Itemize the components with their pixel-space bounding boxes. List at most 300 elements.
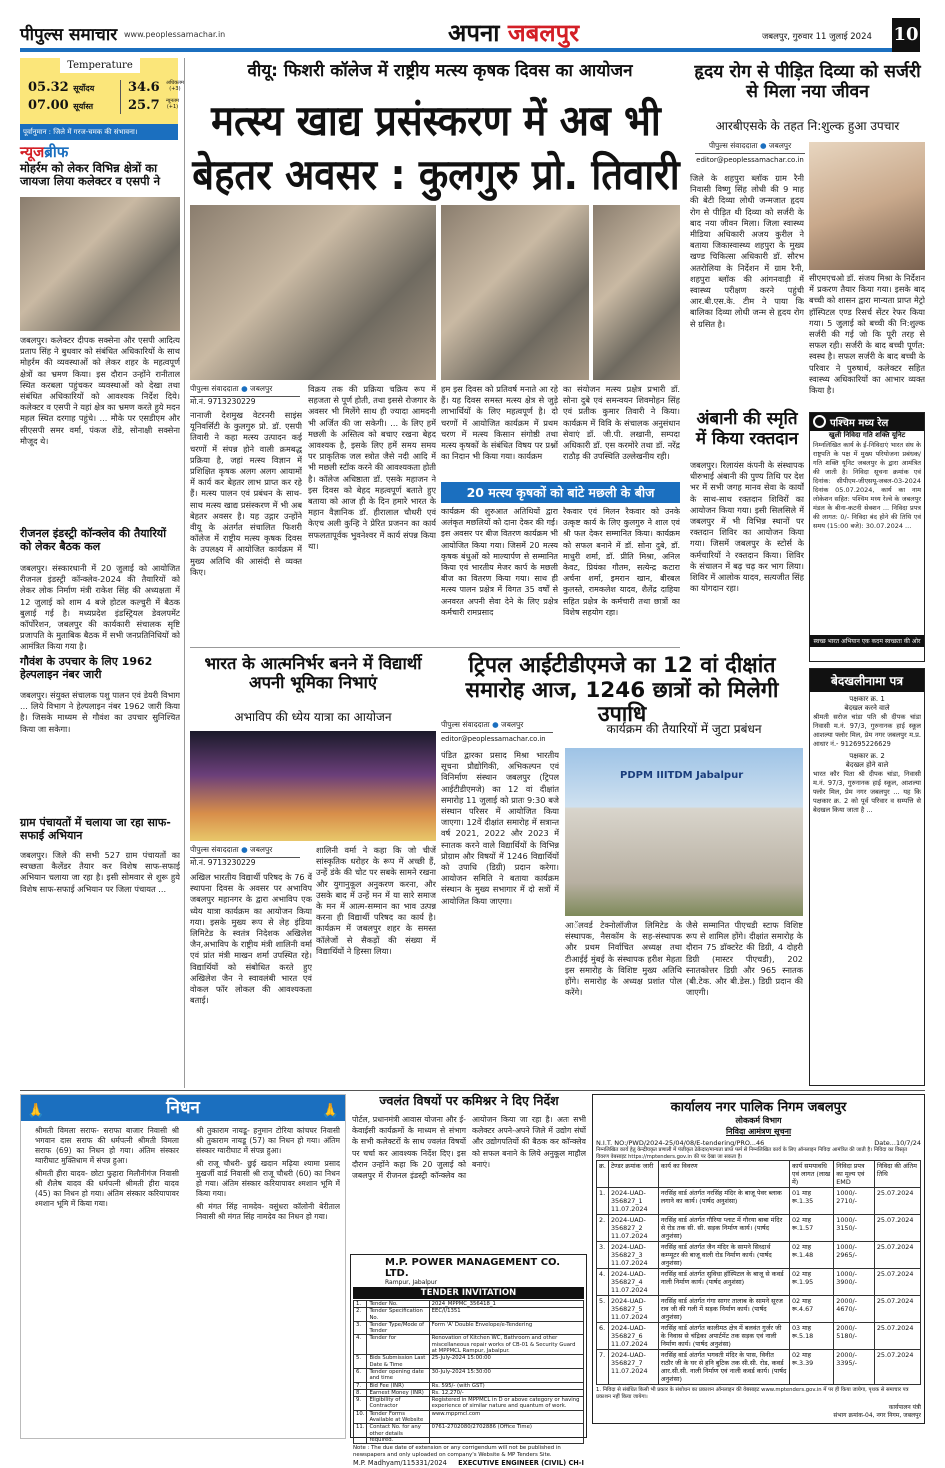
railway-logo-icon	[813, 415, 826, 428]
heart-headline: हृदय रोग से पीड़ित दिव्या को सर्जरी से मिला नया जीवन	[694, 62, 921, 103]
iiit-byline: पीपुल्स संवाददाता ● जबलपुर	[441, 720, 553, 733]
tender-cell	[874, 1323, 920, 1350]
min-temp: 25.7	[128, 98, 160, 113]
cell-value: 5180/-	[836, 1332, 857, 1340]
tender-cell	[658, 1323, 789, 1350]
tender-cell: Tender Specification No.	[367, 1308, 429, 1322]
cell-value: 11.07.2024	[610, 1259, 648, 1267]
tender-cell	[597, 1269, 609, 1296]
tender-cell	[608, 1269, 658, 1296]
column-header: निविदा प्रपत्र का मूल्य एवं EMD	[834, 1161, 875, 1188]
tender-cell	[597, 1323, 609, 1350]
tender-row	[354, 1308, 584, 1322]
iiit-col-1: पंडित द्वारका प्रसाद मिश्रा भारतीय सूचना प्रौद्योगिकी, अभिकल्पन एवं विनिर्माण संस्थान जबलपुर (ट्रिपल आईटीडीएमजे) का 12 वां दीक्षांत समारोह 11 जुलाई को प्रातः 9:30 बजे संस्थान परिसर में आयोजित किया जाएगा। 12वें दीक्षांत समारोह में सत्रान्त वर्ष 2021, 2022 और 2023 में स्नातक करने वाले विद्यार्थियों के विभिन्न प्रोग्राम और विषयों में 1246 विद्यार्थियों को उपाधि (डिग्री) प्रदान करेगा। आयोजन समिति ने बताया कार्यक्रम संस्थान के मुख्य सभागार में दो सत्रों में आयोजित किया जाएगा।	[441, 750, 559, 906]
cell-value: 02 माह	[791, 1243, 812, 1251]
municipal-footer: 1. निविदा से संबंधित किसी भी प्रकार के संशोधन का प्रकाशन ऑनलाइन की वेबसाइट www.mptenders.gov.in में पर ही किया जायेगा, पृथक से समाचार पत्र प्रकाशन नहीं किया जायेगा।	[596, 1387, 909, 1400]
tender-cell	[658, 1350, 789, 1385]
obituary-item: श्री राजू चौधरी- छुई खदान मढ़िया श्यामा प्रसाद मुखर्जी वार्ड निवासी श्री राजू चौधरी (60) का निधन हो गया। अंतिम संस्कार करियापावर श्मशान भूमि में किया गया।	[196, 1159, 340, 1198]
municipal-nit-row	[596, 1139, 921, 1147]
cell-value: 2024-UAD-356827_6	[610, 1324, 646, 1340]
cell-value: 01 माह	[791, 1189, 812, 1197]
eviction-notice	[809, 668, 925, 1086]
cell-value: 02 माह	[791, 1297, 812, 1305]
cell-value: 25.07.2024	[876, 1189, 914, 1197]
tender-row	[597, 1215, 921, 1242]
party1-role: बेदखल करने वाले	[844, 704, 890, 712]
cell-value: रू.3.39	[791, 1359, 814, 1367]
tender-cell: 25-July-2024 15:00:00	[429, 1355, 583, 1369]
website-url: www.peoplessamachar.in	[124, 30, 226, 39]
tender-cell: 30-July-2024 15:30:00	[429, 1368, 583, 1382]
collector-sp-photo	[20, 197, 180, 331]
tender-cell	[789, 1188, 833, 1215]
cell-value: 11.07.2024	[610, 1286, 648, 1294]
brief-label-b: ब्रीफ	[44, 143, 69, 161]
cell-value: रू.1.48	[791, 1251, 814, 1259]
byline-name: पीपुल्स संवाददाता	[441, 720, 490, 729]
obituary-title-text: निधन	[166, 1098, 200, 1118]
byline-name: पीपुल्स संवाददाता	[190, 845, 239, 854]
tender-cell	[834, 1215, 875, 1242]
mppower-table	[353, 1300, 584, 1444]
tender-row	[354, 1368, 584, 1382]
brief-body: जबलपुर। कलेक्टर दीपक सक्सेना और एसपी आदित्य प्रताप सिंह ने बुधवार को संबंधित अधिकारियों के साथ मोहर्रम की व्यवस्थाओं को लेकर शहर के महत्वपूर्ण क्षेत्रों का भ्रमण किया। इस दौरान उन्होंने रानीताल स्थित करबला पहुंचकर व्यवस्थाओं को देखा तथा संबंधित अधिकारियों को आवश्यक निर्देश दिये। कलेक्टर व एसपी ने यहां क्षेत्र का भ्रमण करते हुये मदन महल स्थित दरगाह पहुंचे। ... मौके पर एसडीएम और सीएसपी समर वर्मा, पंकज शेंडे, सोनाक्षी सक्सेना मौजूद थे।	[20, 335, 180, 446]
municipal-table	[596, 1160, 921, 1385]
tender-cell	[608, 1296, 658, 1323]
tender-row	[354, 1355, 584, 1369]
cell-value: 2024-UAD-356827_3	[610, 1243, 646, 1259]
tender-cell	[789, 1215, 833, 1242]
tender-cell: 5.	[354, 1355, 367, 1369]
fish-seed-box-title: 20 मत्स्य कृषकों को बांटे मछली के बीज	[441, 482, 680, 503]
cell-value: 11.07.2024	[610, 1313, 648, 1321]
cell-value: 2024-UAD-356827_7	[610, 1351, 646, 1367]
sunset-label: सूर्यास्त	[73, 101, 94, 111]
tender-cell: Rs. 12,270/-	[429, 1389, 583, 1396]
iiit-sign: PDPM IIITDM Jabalpur	[620, 770, 744, 781]
bottom-rule	[20, 1090, 925, 1091]
cell-value: 3395/-	[836, 1359, 857, 1367]
commissioner-body: पोर्टल, प्रधानमंत्री आवास योजना और ई-केवाईसी कार्यक्रमों के माध्यम से संभाग के सभी कलेक्टरों के साथ ज्वलंत विषयों पर चर्चा कर आवश्यक निर्देश दिए। इस दौरान उन्होंने कहा कि 20 जुलाई को जबलपुर में रीजनल इंडस्ट्री कॉन्क्लेव का आयोजन किया जा रहा है। अतः सभी कलेक्टर अपने-अपने जिले में उद्योग संघों और उद्योगपतियों की बैठक कर कॉन्क्लेव को सफल बनाने के लिये अनुकूल माहौल बनाएं।	[352, 1115, 586, 1181]
party2-role: बेदखल होने वाले	[845, 761, 889, 769]
tender-row	[354, 1335, 584, 1355]
cell-value: 11.07.2024	[610, 1205, 648, 1213]
min-label	[166, 98, 179, 110]
lead-col-3: हम इस दिवस को प्रतिवर्ष मनाते आ रहे हैं। यह दिवस समस्त मत्स्य क्षेत्र से जुड़े लाभार्थियों के लिए महत्वपूर्ण है। दो चरणों में आयोजित कार्यक्रम में प्रथम चरण में मत्स्य किसान संगोष्ठी तथा मत्स्य कृषकों के संबंधित विषय पर प्रश्नों का निदान भी किया गया। कार्यक्रम	[441, 384, 558, 462]
obituary-item: श्री तुकाराम नायडू- हनुमान टोरिया कांचघर निवासी श्री तुकाराम नायडू (57) का निधन हो गया। अंतिम संस्कार ग्वारीघाट में संपन्न हुआ।	[196, 1126, 340, 1155]
heart-byline: पीपुल्स संवाददाता ● जबलपुर	[695, 141, 805, 154]
tender-cell: Registered in MPPMCL in D or above category or having experience of similar nature and quantum of work.	[429, 1397, 583, 1411]
tender-cell	[789, 1269, 833, 1296]
cell-value: 2024-UAD-356827_2	[610, 1216, 646, 1232]
tender-cell	[874, 1188, 920, 1215]
tender-row	[354, 1301, 584, 1308]
sign-title: कार्यपालन यंत्री	[888, 1404, 921, 1411]
mppower-footer	[353, 1459, 584, 1468]
tender-cell: Tender opening date and time	[367, 1368, 429, 1382]
railway-slogan: स्वच्छ भारत अभियान एक कदम स्वच्छता की ओर	[810, 635, 924, 647]
cell-value: रू.5.18	[791, 1332, 814, 1340]
tender-cell	[597, 1215, 609, 1242]
tender-cell: Tender Type/Mode of Tender	[367, 1321, 429, 1335]
tender-cell	[597, 1188, 609, 1215]
tender-cell: 6.	[354, 1368, 367, 1382]
lead-photo-3	[593, 205, 680, 380]
cell-value: 2965/-	[836, 1251, 857, 1259]
cell-value: नरसिंह वार्ड अंतर्गत नरसिंह मंदिर के बाजू पेवर ब्लाक लगाने का कार्य। (पार्षद अनुशंसा)	[660, 1189, 782, 1205]
abvp-col-2: शालिनी वर्मा ने कहा कि जो चीजें सांस्कृतिक धरोहर के रूप में अच्छी हैं, उन्हें डंके की चोट पर सबके सामने रखना और युगानुकूल अनुकरण करना, और उसके बाद में उन्हें मन में या सारे समाज के मन में आत्म-सम्मान का भाव उत्पन्न करना ही विद्यार्थी परिषद का कार्य है। कार्यक्रम में जबलपुर शहर के समस्त कॉलेजों से सैकड़ों की संख्या में विद्यार्थियों ने हिस्सा लिया।	[316, 845, 436, 956]
municipal-dept: लोककर्म विभाग	[735, 1116, 782, 1125]
masthead	[0, 0, 945, 52]
tender-cell: 11.	[354, 1424, 367, 1444]
cell-value: 1000/-	[836, 1243, 857, 1251]
tender-cell: 7.	[354, 1382, 367, 1389]
tender-cell	[834, 1188, 875, 1215]
cell-value: 4670/-	[836, 1305, 857, 1313]
tender-cell	[658, 1188, 789, 1215]
iiit-building-photo	[565, 748, 803, 916]
tender-cell	[658, 1215, 789, 1242]
tender-cell	[658, 1296, 789, 1323]
railway-ad	[809, 412, 925, 662]
railway-title-text: पश्चिम मध्य रेल	[830, 418, 889, 429]
tender-cell: EEC/I/1351	[429, 1308, 583, 1322]
cell-value: 02 माह	[791, 1216, 812, 1224]
byline-city: जबलपुर	[501, 720, 524, 729]
obituary-box	[20, 1094, 346, 1439]
tender-row	[597, 1269, 921, 1296]
weather-title: Temperature	[60, 58, 140, 73]
cell-value: 25.07.2024	[876, 1297, 914, 1305]
column-header: कार्य समयावधि एवं लागत (लाख में)	[789, 1161, 833, 1188]
tender-cell: 2.	[354, 1308, 367, 1322]
mppower-band: TENDER INVITATION	[353, 1287, 584, 1299]
cell-value: 11.07.2024	[610, 1367, 648, 1375]
party2: पक्षकार क्र. 2	[849, 752, 885, 760]
municipal-intro: निम्नलिखित कार्य हेतु केन्द्रीयकृत प्रणाली में पंजीकृत ठेकेदार/मान्यता प्राप्त फर्म से निम्नलिखित कार्य के लिए ऑनलाइन निविदा आमंत्रित की जाती है। निविदा का विस्तृत विवरण वेबसाइट https://mptenders.gov.in की पर देखा जा सकता है।	[596, 1147, 908, 1160]
column-header: टेण्डर क्रमांक जारी	[608, 1161, 658, 1188]
abvp-col-1: अखिल भारतीय विद्यार्थी परिषद के 76 वें स्थापना दिवस के अवसर पर अभाविप जबलपुर महानगर के द्वारा अभाविप एक ध्येय यात्रा कार्यक्रम का आयोजन किया गया। इसके मुख्य रूप से लेह इंडिया लिमिटेड के स्वतंत्र निदेशक अखिलेश जैन,अभाविप के राष्ट्रीय मंत्री शालिनी वर्मा एवं प्रांत मंत्री माखन शर्मा उपस्थित रहे। विद्यार्थियों को संबोधित करते हुए अखिलेश जैन ने स्वावलंबी भारत एवं वोकल फॉर लोकल की आवश्यकता बताई।	[190, 872, 312, 1006]
fish-seed-col-1: कार्यक्रम की शुरुआत अतिथियों द्वारा अलंकृत मछलियों को दाना देकर की गई। इस अवसर पर बीज वितरण कार्यक्रम भी आयोजित किया गया। जिसमें 20 मत्स्य कृषक बंधुओं को माल्यार्पण से सम्मानित किया एवं भारतीय मेजर कार्प के मछली बीज का वितरण किया गया। साथ ही मत्स्य पालन प्रक्षेत्र में विगत 35 वर्षों से अनवरत अपनी सेवा देने के लिए प्रक्षेत्र कर्मचारी रामप्रसाद	[441, 507, 558, 617]
cell-value: 02 माह	[791, 1351, 812, 1359]
mppower-note: Note : The due date of extension or any corrigendum will not be published in newspapers and only uploaded on company's Website & MP Tenders Site.	[353, 1445, 561, 1458]
heart-subheadline: आरबीएसके के तहत नि:शुल्क हुआ उपचार	[715, 119, 900, 133]
iiit-col-2: आॅलवर्ड टेक्नोलॉजीज लिमिटेड के संस्थापक, नैसकॉम के सह-संस्थापक और प्रथम निर्वाचित अध्यक्ष तथा टीआईई मुंबई के संस्थापक हरीश मेहता इस समारोह के विशिष्ट मुख्य अतिथि होंगे। समारोह के अध्यक्ष प्रशांत पोल करेंगे।	[565, 920, 682, 998]
cell-value: 11.07.2024	[610, 1340, 648, 1348]
cell-value: 25.07.2024	[876, 1270, 914, 1278]
cell-value: 1000/-	[836, 1270, 857, 1278]
lead-headline-text: मत्स्य खाद्य प्रसंस्करण में अब भी बेहतर अवसर : कुलगुरु प्रो. तिवारी	[192, 96, 680, 199]
tender-cell: www.mppmcl.com	[429, 1410, 583, 1424]
municipal-title: कार्यालय नगर पालिक निगम जबलपुर	[670, 1100, 847, 1115]
tender-cell	[834, 1350, 875, 1385]
brief-headline: ग्राम पंचायतों में चलाया जा रहा साफ-सफाई अभियान	[20, 816, 171, 842]
tender-cell: Bids Submission Last Date & Time	[367, 1355, 429, 1369]
tender-cell	[789, 1350, 833, 1385]
tender-cell: 2024_MPPMC_356418_1	[429, 1301, 583, 1308]
byline-name: पीपुल्स संवाददाता	[190, 384, 239, 393]
cell-value: नरसिंह वार्ड अंतर्गत कालीमठ क्षेत्र में बलवंत गुर्जर जी के निवास से चंद्रिका अपार्टमेंट तक सड़क एवं नाली निर्माण कार्य। (पार्षद अनुशंसा)	[660, 1324, 782, 1348]
obituary-item: श्रीमती विमला सराफ- सराफा बाजार निवासी श्री भगवान दास सराफ की धर्मपत्नी श्रीमती विमला सराफ (69) का निधन हो गया। अंतिम संस्कार ग्वारीघाट मुक्तिधाम में संपन्न हुआ।	[35, 1126, 179, 1165]
sunrise	[28, 80, 94, 95]
cell-value: 2000/-	[836, 1297, 857, 1305]
cell-value: 1000/-	[836, 1189, 857, 1197]
lead-kicker	[200, 62, 680, 90]
tender-cell	[608, 1323, 658, 1350]
cell-value: 3.	[599, 1243, 606, 1251]
abvp-subheadline: अभाविप की ध्येय यात्रा का आयोजन	[234, 710, 392, 724]
tender-cell	[597, 1296, 609, 1323]
mppower-ref: M.P. Madhyam/115331/2024	[353, 1459, 447, 1468]
cell-value: 2000/-	[836, 1324, 857, 1332]
tender-cell: Form 'A' Double Envelope/e-Tendering	[429, 1321, 583, 1335]
folded-hands-icon: 🙏	[27, 1103, 45, 1119]
cell-value: नरसिंह वार्ड अंतर्गत सुविधा हॉस्पिटल के बाजू से कवर्ड नाली निर्माण कार्य। (पार्षद अनुशंसा)	[660, 1270, 784, 1286]
mppower-title: M.P. POWER MANAGEMENT CO. LTD.	[385, 1257, 561, 1279]
ambani-body: जबलपुर। रिलायंस कंपनी के संस्थापक धीरुभाई अंबानी की पुण्य तिथि पर देश भर में सभी जगह मानव सेवा के कार्यों के साथ-साथ रक्तदान शिविरों का आयोजन किया गया। इसी सिलसिले में जबलपुर में भी विभिन्न स्थानों पर रक्तदान शिविर का आयोजन किया गया। जिसमें जबलपुर के स्टोर्स के कर्मचारियों ने रक्तदान किया। शिविर के संचालन में बढ़ चढ़ कर भाग लिया। शिविर में आलोक यादव, सत्यजीत सिंह का योगदान रहा।	[690, 460, 804, 594]
cell-value: 2024-UAD-356827_1	[610, 1189, 646, 1205]
tender-row	[597, 1323, 921, 1350]
heart-col-1: जिले के शहपुरा ब्लॉक ग्राम रैनी निवासी विष्णु सिंह लोधी की 9 माह की बेटी दिव्या लोधी जन्मजात हृदय रोग से पीड़ित थी दिव्या को सर्जरी के बाद नया जीवन मिला। जिला स्वास्थ्य मीडिया अधिकारी अजय कुरील ने बताया जिकास्वास्थ्य शहपुरा के मुख्य खण्ड चिकित्सा अधिकारी डॉ. सौरभ अतरोलिया के निर्देशन में ग्राम रैनी, शहपुरा ब्लॉक की आंगनवाड़ी में स्वास्थ्य परीक्षण करने पहुंची आर.बी.एस.के. टीम ने पाया कि बालिका दिव्या लोधी जन्म से हृदय रोग से ग्रसित है।	[690, 173, 804, 329]
cell-value: 2000/-	[836, 1351, 857, 1359]
mppower-sign: EXECUTIVE ENGINEER (CIVIL) CH-I	[458, 1459, 584, 1468]
iiit-email: editor@peoplessamachar.co.in	[441, 735, 546, 743]
header-rule	[20, 48, 892, 52]
mppower-ad	[350, 1254, 587, 1468]
column-divider	[184, 58, 185, 1088]
cell-value: नरसिंह वार्ड अंतर्गत गंगा सागर तालाब के सामने सूरज राव जी की गली में सड़क निर्माण कार्य। (पार्षद अनुशंसा)	[660, 1297, 783, 1321]
ambani-headline: अंबानी की स्मृति में किया रक्तदान	[695, 409, 799, 449]
brief-body: जबलपुर। जिले की सभी 527 ग्राम पंचायतों का स्वच्छता कैलेंडर तैयार कर विशेष साफ-सफाई अभियान चलाया जा रहा है। इसी सोमवार से शुरू हुये विशेष साफ-सफाई अभियान पर जिला पंचायत ...	[20, 850, 180, 894]
forecast-bar: पूर्वानुमान : जिले में गरज-चमक की संभावना।	[20, 124, 178, 140]
abvp-photo	[190, 731, 436, 841]
tender-cell	[834, 1242, 875, 1269]
tender-cell	[874, 1269, 920, 1296]
byline-city: जबलपुर	[768, 141, 792, 150]
tender-cell	[874, 1296, 920, 1323]
min-label-text: न्यूनतम	[166, 98, 179, 104]
party1: पक्षकार क्र. 1	[849, 695, 885, 703]
cell-value: 25.07.2024	[876, 1216, 914, 1224]
lead-kicker-text: वीयू: फिशरी कॉलेज में राष्ट्रीय मत्स्य कृषक दिवस का आयोजन	[247, 61, 633, 81]
tender-cell	[789, 1242, 833, 1269]
tender-cell: 8.	[354, 1389, 367, 1396]
lead-byline: पीपुल्स संवाददाता ● जबलपुर	[190, 384, 300, 397]
page-number: 10	[892, 18, 920, 52]
abvp-mobile: मो.नं. 9713230229	[190, 858, 256, 867]
brief-body: जबलपुर। संयुक्त संचालक पशु पालन एवं डेयरी विभाग ... लिये विभाग ने हेल्पलाइन नंबर 1962 जारी किया है। जिसके माध्यम से गौवंश का उपचार सुनिश्चित किया जा सकेगा।	[20, 690, 180, 734]
tender-cell: Eligibility of Contractor	[367, 1397, 429, 1411]
tender-cell	[874, 1242, 920, 1269]
tender-row	[354, 1382, 584, 1389]
tender-cell	[608, 1350, 658, 1385]
sunrise-label: सूर्योदय	[73, 83, 95, 93]
max-label	[166, 80, 184, 92]
cell-value: नरसिंह वार्ड अंतर्गत जैन मंदिर के सामने सिध्दार्थ कम्प्यूटर की बाजू वाली रोड निर्माण कार्य। (पार्षद अनुशंसा)	[660, 1243, 772, 1267]
tender-cell: Tender No.	[367, 1301, 429, 1308]
cell-value: 1000/-	[836, 1216, 857, 1224]
tender-cell	[658, 1269, 789, 1296]
brief-body: जबलपुर। संस्कारधानी में 20 जुलाई को आयोजित रीजनल इंडस्ट्री कॉन्क्लेव-2024 की तैयारियों को लेकर लोक निर्माण मंत्री राकेश सिंह की अध्यक्षता में 12 जुलाई को शाम 4 बजे होटल कल्चुरी में बैठक बुलाई गई है। मध्यप्रदेश इंडस्ट्रियल डेवलपमेंट कॉर्पोरेशन, जबलपुर की कार्यकारी संचालक सृष्टि प्रजापति के मुताबिक बैठक में सभी जनप्रतिनिधियों को आमंत्रित किया गया है।	[20, 563, 180, 652]
tender-cell	[658, 1242, 789, 1269]
tender-cell	[874, 1350, 920, 1385]
abvp-byline: पीपुल्स संवाददाता ● जबलपुर	[190, 845, 300, 858]
eviction-title: बेदखलीनामा पत्र	[810, 669, 924, 692]
lead-mobile: मो.नं. 9713230229	[190, 397, 256, 406]
cell-value: रू.4.67	[791, 1305, 814, 1313]
cell-value: 25.07.2024	[876, 1351, 914, 1359]
folded-hands-icon: 🙏	[321, 1103, 339, 1119]
lead-photo-2	[441, 205, 589, 380]
tender-row	[354, 1397, 584, 1411]
cell-value: 2024-UAD-356827_4	[610, 1270, 646, 1286]
cell-value: 3150/-	[836, 1224, 857, 1232]
tender-cell	[834, 1269, 875, 1296]
tender-cell: 4.	[354, 1335, 367, 1355]
column-header: क्र.	[597, 1161, 609, 1188]
tender-cell: Bid Fee (INR)	[367, 1382, 429, 1389]
brief-headline: गौवंश के उपचार के लिए 1962 हेल्पलाइन नंबर जारी	[20, 655, 153, 681]
cell-value: 2.	[599, 1216, 606, 1224]
commissioner-headline: ज्वलंत विषयों पर कमिश्नर ने दिए निर्देश	[379, 1093, 559, 1108]
tender-cell	[834, 1323, 875, 1350]
cell-value: 2710/-	[836, 1197, 857, 1205]
railway-sub: खुली निविदा गति शक्ति यूनिट	[828, 431, 906, 439]
cell-value: 7.	[599, 1351, 606, 1359]
eviction-body-2: भारत कौर पिता श्री दीपक चांडा, निवासी म.नं. 97/3, गुरुनानक हाई स्कूल, आशल्या फ्लोर मिल, प्रेम नगर जबलपुर ... यह कि पक्षकार क्र. 2 को पूर्व परिवार व सम्पत्ति से बेदखल किया जाता है ...	[813, 770, 921, 814]
byline-city: जबलपुर	[250, 845, 273, 854]
lead-col-1: नानाजी देशमुख वेटरनरी साइंस यूनिवर्सिटी के कुलगुरु प्रो. डॉ. एसपी तिवारी ने कहा मत्स्य उत्पादन कई चरणों में संपन्न होने वाली क्रमबद्ध प्रक्रिया है, जहां मत्स्य विज्ञान में प्रशिक्षित कृषक अलग अलग आयामों में कार्य कर बेहतर लाभ प्राप्त कर रहे हैं। मत्स्य पालन एवं प्रबंधन के साथ-साथ मत्स्य खाद्य प्रसंस्करण में भी अब बेहतर अवसर है। यह उद्गार उन्होंने वीयू के अंतर्गत संचालित फिशरी कॉलेज में राष्ट्रीय मत्स्य कृषक दिवस के उपलक्ष्य में आयोजित कार्यक्रम में मुख्य अतिथि की आसंदी से व्यक्त किए।	[190, 410, 302, 577]
weather-box	[20, 58, 184, 140]
tender-cell	[597, 1242, 609, 1269]
issue-date: जबलपुर, गुरुवार 11 जुलाई 2024	[762, 32, 872, 42]
column-header: कार्य का विवरण	[658, 1161, 789, 1188]
brief-headline: रीजनल इंडस्ट्री कॉन्क्लेव की तैयारियों को लेकर बैठक कल	[20, 527, 167, 553]
brief-label-a: न्यूज	[20, 143, 45, 161]
max-delta: (+3)	[169, 86, 181, 92]
tender-cell: Renovation of Kitchen WC, Bathroom and other miscellaneous repair works of CB-01 & Security Guard at MPPMCL Rampur, Jabalpur.	[429, 1335, 583, 1355]
tender-cell: Tender Forms Available at Website	[367, 1410, 429, 1424]
lead-photo-1	[190, 205, 436, 380]
temp-divider	[120, 80, 121, 114]
municipal-tender	[592, 1094, 925, 1424]
tender-cell	[597, 1350, 609, 1385]
railway-title	[810, 413, 924, 431]
brief-headline: मोहर्रम को लेकर विभिन्न क्षेत्रों का जायजा लिया कलेक्टर व एसपी ने	[20, 161, 160, 189]
tender-row	[597, 1296, 921, 1323]
tender-row	[354, 1389, 584, 1396]
obituary-list	[21, 1121, 345, 1436]
tender-cell: Rs. 595/- (with GST)	[429, 1382, 583, 1389]
cell-value: नरसिंह वार्ड अंतर्गत भगवती मंदिर के पास, विनीत राठौर जी के घर से हनि बुटिक तक सी.सी. रोड, कवर्ड आर.सी.सी. नाली निर्माण एवं नाली कवर्ड कार्य। (पार्षद अनुशंसा)	[660, 1351, 787, 1383]
tender-cell	[608, 1242, 658, 1269]
newspaper-logo: पीपुल्स समाचार	[20, 25, 118, 45]
obituary-item: श्री मंगत सिंह नामदेव- वसुंधरा कॉलोनी बेरीताल निवासी श्री मंगत सिंह नामदेव का निधन हो गया।	[196, 1202, 340, 1221]
sign-office: संभाग क्रमांक-04, नगर निगम, जबलपुर	[833, 1412, 921, 1419]
child-photo	[809, 142, 925, 270]
byline-city: जबलपुर	[250, 384, 273, 393]
cell-value: रू.1.57	[791, 1224, 814, 1232]
lead-headline	[192, 94, 680, 202]
cell-value: रू.1.35	[791, 1197, 814, 1205]
tender-cell	[608, 1215, 658, 1242]
iiit-col-3: जैसे सम्मानित पीएचडी स्टाफ विशिष्ट रूप से शामिल होंगे। दीक्षांत समारोह के दौरान 75 डॉक्टरेट की डिग्री, 4 दोहरी डिग्री (मास्टर पीएचडी), 202 स्नातकोत्तर डिग्री और 965 स्नातक (बी.टेक. और बी.डेस.) डिग्री प्रदान की जाएगी।	[686, 920, 803, 998]
tender-cell	[608, 1188, 658, 1215]
byline-name: पीपुल्स संवाददाता	[708, 141, 758, 150]
tender-cell: Earnest Money (INR)	[367, 1389, 429, 1396]
tender-cell	[789, 1296, 833, 1323]
tender-cell: 0761-2702080/2702886 (Office Time)	[429, 1424, 583, 1444]
column-header: निविदा की अंतिम तिथि	[874, 1161, 920, 1188]
cell-value: 25.07.2024	[876, 1243, 914, 1251]
cell-value: 11.07.2024	[610, 1232, 648, 1240]
tender-cell: Tender for	[367, 1335, 429, 1355]
tender-cell	[834, 1296, 875, 1323]
section-title-b: जबलपुर	[507, 19, 580, 47]
lead-col-4: का संयोजन मत्स्य प्रक्षेत्र प्रभारी डॉ. सोना दुबे एवं समन्वयन शिवमोहन सिंह एवं प्रतीक कुमार तिवारी ने किया। कार्यक्रम में विवि के संचालक अनुसंधान सेवाएं डॉ. जी.पी. लखानी, सम्पदा अधिकारी डॉ. एस करमोरे तथा डॉ. नरेंद्र राठौड़ की उपस्थिति उल्लेखनीय रही।	[563, 384, 680, 462]
sunrise-time: 05.32	[28, 80, 69, 95]
municipal-notice: निविदा आमंत्रण सूचना	[725, 1127, 792, 1136]
lead-col-2: विक्रय तक की प्रक्रिया चक्रिय रूप में सहजता से पूर्ण होती, तथा इससे रोजगार के अवसर भी मिलेंगे साथ ही ज्यादा आमदनी भी अर्जित की जा सकेगी। ... के लिए हमें मछली के अस्तित्व को बचाए रखना बेहद आवश्यक है, इसके लिए हमें समय समय पर प्राकृतिक जल स्त्रोत जैसे नदी आदि में भी मछली स्टॉक करने की आवश्यकता होती है। कॉलेज अधिष्ठाता डॉ. एसके महाजन ने इस दिवस को बेहद महत्वपूर्ण बताते हुए बताया को आज ही के दिन हमारे भारत के महान वैज्ञानिक डॉ. हीरालाल चौधरी एवं केएच अली कुन्हि ने प्रेरित प्रजनन का कार्य सफलतापूर्वक भुवनेश्वर में कार्य संपन्न किया था।	[308, 384, 436, 551]
abvp-headline: भारत के आत्मनिर्भर बनने में विद्यार्थी अपनी भूमिका निभाएं	[204, 654, 422, 692]
tender-row	[354, 1321, 584, 1335]
railway-body: निम्नलिखित कार्य के ई-निविदाएं भारत संघ के राष्ट्रपति के पक्ष में मुख्य परियोजना प्रबंधक/गति शक्ति यूनिट जबलपुर के द्वारा आमंत्रित की जाती है। निविदा सूचना क्रमांक एवं दिनांक: सीपीएम-जीएसयू-जबल-03-2024 दिनांक 05.07.2024, कार्य का नाम लोकेशन सहित: पश्चिम मध्य रेल्वे के जबलपुर मंडल के बीना-कटनी सेक्शन ... निविदा प्रपत्र की लागत: 0/- निविदा बंद होने की तिथि एवं समय (15:00 बजे): 30.07.2024 ...	[813, 441, 921, 530]
tender-row	[354, 1410, 584, 1424]
eviction-body: श्रीमती सरोज चांडा पति श्री दीपक चांडा निवासी म.नं. 97/3, गुरुनानक हाई स्कूल आशल्या फ्लोर मिल, प्रेम नगर जबलपुर म.प्र. आधार नं.- 912695226629	[813, 713, 921, 748]
cell-value: 5.	[599, 1297, 606, 1305]
tender-cell	[874, 1215, 920, 1242]
tender-cell: Contact No. for any other details required.	[367, 1424, 429, 1444]
iiit-subheadline: कार्यक्रम की तैयारियों में जुटा प्रबंधन	[606, 722, 762, 736]
cell-value: नरसिंह वार्ड अंतर्गत गौरिया प्लाट में गौरया बाबा मंदिर से रोड तक सी. सी. सड़क निर्माण कार्य। (पार्षद अनुशंसा)	[660, 1216, 783, 1240]
municipal-sign	[596, 1403, 921, 1419]
iiit-headline: ट्रिपल आईटीडीएमजे का 12 वां दीक्षांत समारोह आज, 1246 छात्रों को मिलेगी उपाधि	[465, 653, 779, 728]
nit-date: Date...10/7/24	[874, 1139, 921, 1147]
heart-col-2: सीएमएचओ डॉ. संजय मिश्रा के निर्देशन में प्रकरण तैयार किया गया। इसके बाद बच्ची को शासन द्वारा मान्यता प्राप्त मेट्रो हॉस्पिटल एण्ड रिसर्च सेंटर रेफर किया गया। 5 जुलाई को बच्ची की नि:शुल्क सर्जरी की गई जो कि पूरी तरह से सफल रही। सर्जरी के बाद बच्ची पूर्णत: स्वस्थ है। सफल सर्जरी के बाद बच्ची के परिवार ने पुरुषार्थ, कलेक्टर सहित स्वास्थ्य अधिकारियों का आभार व्यक्त किया है।	[809, 273, 925, 396]
tender-cell: 1.	[354, 1301, 367, 1308]
fish-seed-col-2: रैकवार एवं मिलन रैकवार को उनके उत्कृष्ट कार्य के लिए कुलगुरु ने शाल एवं श्री फल देकर सम्मानित किया। कार्यक्रम को सफल बनाने में डॉ. सोना दुबे, डॉ. माधुरी शर्मा, डॉ. प्रीति मिश्रा, अनिल केवट, प्रियंका गौतम, सत्येन्द्र कटारा अर्चना शर्मा, इमरान खान, बीरबल कुलस्ते, रामकलेश यादव, शैलेंद्र दाहिया सहित प्रक्षेत्र के कर्मचारी तथा छात्रों का विशेष सहयोग रहा।	[563, 507, 680, 617]
news-brief-label	[20, 142, 68, 162]
cell-value: 3900/-	[836, 1278, 857, 1286]
cell-value: 25.07.2024	[876, 1324, 914, 1332]
max-label-text: अधिकतम	[166, 80, 184, 86]
max-temp: 34.6	[128, 80, 160, 95]
obituary-item: श्रीमती हीरा यादव- छोटा फुहारा मिलौनीगंज निवासी श्री शैलेष यादव की धर्मपत्नी श्रीमती हीरा यादव (45) का निधन हो गया। अंतिम संस्कार करियापावर श्मशान भूमि में किया गया।	[35, 1169, 179, 1208]
tender-cell: 3.	[354, 1321, 367, 1335]
section-divider	[190, 647, 680, 648]
section-title-a: अपना	[448, 19, 500, 47]
cell-value: 4.	[599, 1270, 606, 1278]
cell-value: 02 माह	[791, 1270, 812, 1278]
tender-cell: 9.	[354, 1397, 367, 1411]
nit-number: N.I.T. NO:/PWD/2024-25/04/08/E-tendering/PRO...46	[596, 1139, 765, 1147]
section-title	[448, 16, 579, 49]
cell-value: 03 माह	[791, 1324, 812, 1332]
cell-value: 1.	[599, 1189, 606, 1197]
tender-row	[597, 1350, 921, 1385]
tender-row	[597, 1242, 921, 1269]
sunset-time: 07.00	[28, 98, 69, 113]
min-delta: (+1)	[166, 104, 179, 110]
tender-cell	[789, 1323, 833, 1350]
tender-cell: 10.	[354, 1410, 367, 1424]
obituary-title	[21, 1095, 345, 1121]
sunset	[28, 98, 93, 113]
tender-row	[597, 1188, 921, 1215]
heart-email: editor@peoplessamachar.co.in	[696, 156, 804, 164]
tender-row	[354, 1424, 584, 1444]
mppower-place: Rampur, Jabalpur	[385, 1279, 438, 1286]
